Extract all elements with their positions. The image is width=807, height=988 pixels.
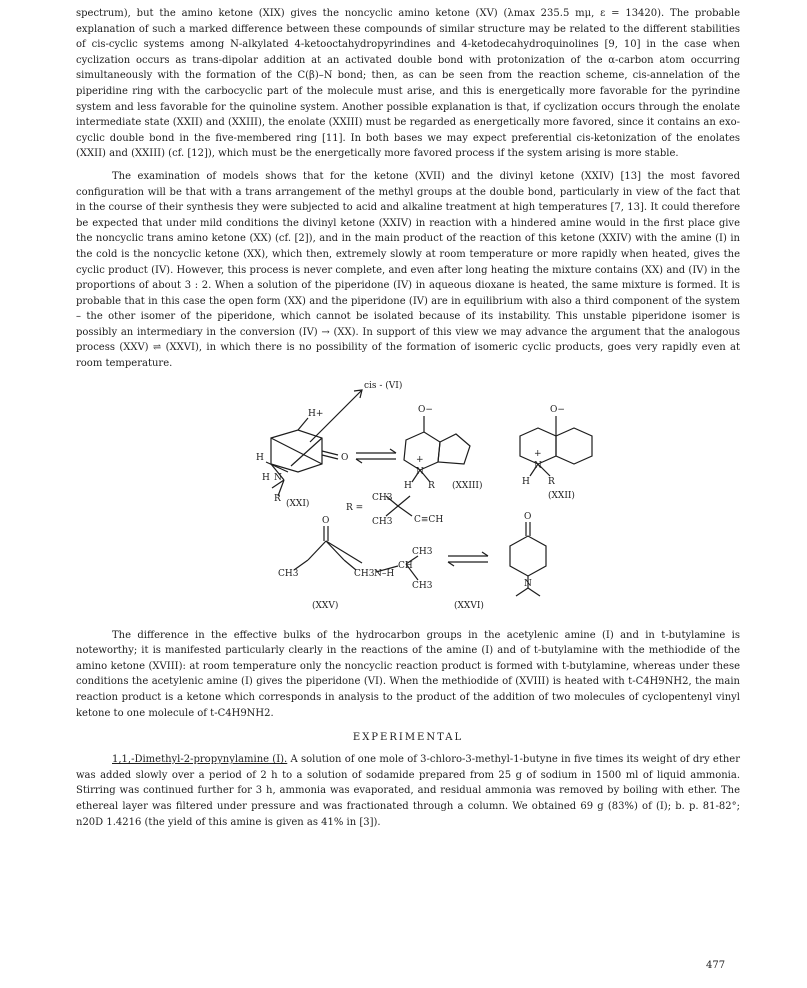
label-xxvi: (XXVI)	[454, 600, 484, 611]
experimental-heading: EXPERIMENTAL	[352, 732, 464, 744]
paragraph-1: spectrum), but the amino ketone (XIX) gives the noncyclic amino ketone (XV) (λmax 235.5 mμ, ε = 13420). The probable explanation of such a marked difference between these compounds of similar structure may be related to the different stabilities of cis-cyclic systems among N-alkylated 4-ketooctahydropyrindines and 4-ketodecahydroquinolines [9, 10] in the case when cyclization occurs as trans-dipolar addition at an activated double bond with protonization of the α-carbon atom occurring simultaneously with the formation of the C(β)–N bond; then, as can be seen from the reaction scheme, cis-annelation of the piperidine ring with the carbocyclic part of the molecule must arise, and this is energetically more favorable for the pyrindine system and less favorable for the quinoline system. Another possible explanation is that, if cyclization occurs through the enolate intermediate state (XXII) and (XXIII), the enolate (XXIII) must be regarded as energetically more favored, since it contains an exo-cyclic double bond in the five-membered ring [11]. In both bases we may expect preferential cis-ketonization of the enolates (XXII) and (XXIII) (cf. [12]), which must be the energetically more favored process if the system arising is more stable.	[76, 8, 740, 160]
label-xxi: (XXI)	[286, 498, 310, 509]
xxv-nh: N–H	[374, 568, 395, 579]
ketone-oxygen-3: O	[524, 511, 532, 522]
atom-r-3: R	[548, 476, 555, 487]
xxv-ch3-top: CH3	[412, 546, 433, 557]
enolate-oxygen-1: O−	[418, 404, 433, 415]
r-ch3-1: CH3	[372, 492, 393, 503]
enolate-oxygen-2: O−	[550, 404, 565, 415]
reaction-scheme	[76, 376, 740, 622]
atom-h-1: H	[256, 452, 264, 463]
label-xxv: (XXV)	[312, 600, 339, 611]
atom-plus-1: +	[416, 454, 424, 465]
label-xxii: (XXII)	[548, 490, 575, 501]
r-definition: R =	[346, 502, 364, 513]
h-plus-label: H+	[308, 408, 324, 419]
xxv-ch3-right: CH3	[354, 568, 375, 579]
r-ethynyl: C≡CH	[414, 514, 444, 525]
atom-h-4: H	[522, 476, 530, 487]
xxv-ch3-bottom: CH3	[412, 580, 433, 591]
page-body	[76, 6, 740, 830]
xxv-ch3-left: CH3	[278, 568, 299, 579]
r-ch3-2: CH3	[372, 516, 393, 527]
atom-h-3: H	[404, 480, 412, 491]
cis-vi-label: cis - (VI)	[364, 380, 403, 391]
paragraph-3: The difference in the effective bulks of the hydrocarbon groups in the acetylenic amine (I) and in t-butylamine is noteworthy; it is manifested particularly clearly in the reactions of the amine (I) and of t-butylamine with the methiodide of the amino ketone (XVIII): at room temperature only the noncyclic reaction product is formed with t-butylamine, whereas under these conditions the acetylenic amine (I) gives the piperidone (VI). When the methiodide of (XVIII) is heated with t-C4H9NH2, the main reaction product is a ketone which corresponds in analysis to the product of the addition of two molecules of cyclopentenyl vinyl ketone to one molecule of t-C4H9NH2.	[76, 629, 740, 719]
ketone-oxygen-2: O	[322, 515, 330, 526]
paragraph-4	[76, 752, 740, 830]
paragraph-2: The examination of models shows that for the ketone (XVII) and the divinyl ketone (XXIV) [13] the most favored configuration will be that with a trans arrangement of the methyl groups at the double bond, particularly in view of the fact that in the course of their synthesis they were subjected to acid and alkaline treatment at high temperatures [7, 13]. It could therefore be expected that under mild conditions the divinyl ketone (XXIV) in reaction with a hindered amine would in the first place give the noncyclic trans amino ketone (XX) (cf. [2]), and in the main product of the reaction of this ketone (XXIV) with the amine (I) in the cold is the noncyclic ketone (XX), which then, extremely slowly at room temperature or more rapidly when heated, gives the cyclic product (IV). However, this process is never complete, and even after long heating the mixture contains (XX) and (IV) in the proportions of about 3 : 2. When a solution of the piperidone (IV) in aqueous dioxane is heated, the same mixture is formed. It is probable that in this case the open form (XX) and the piperidone (IV) are in equilibrium with also a third component of the system – the other isomer of the piperidone, which cannot be isolated because of its instability. This unstable piperidone isomer is possibly an intermediary in the conversion (IV) → (XX). In support of this view we may advance the argument that the analogous process (XXV) ⇌ (XXVI), in which there is no possibility of the formation of isomeric cyclic products, goes very rapidly even at room temperature.	[76, 170, 740, 370]
ketone-oxygen: O	[341, 452, 349, 463]
atom-n-4: N	[524, 578, 532, 589]
xxv-ch: CH	[398, 560, 413, 571]
atom-n-2: N	[416, 466, 424, 477]
atom-r-2: R	[428, 480, 435, 491]
page-number: 477	[706, 960, 726, 971]
atom-plus-2: +	[534, 448, 542, 459]
paragraph-4-body: A solution of one mole of 3-chloro-3-methyl-1-butyne in five times its weight of dry ether was added slowly over a period of 2 h to a solution of sodamide prepared from 25 g of sodium in 1500 ml of liquid ammonia. Stirring was continued further for 3 h, ammonia was evaporated, and residual ammonia was removed by boiling with ether. The ethereal layer was filtered under pressure and was fractionated through a column. We obtained 69 g (83%) of (I); b. p. 81-82°; n20D 1.4216 (the yield of this amine is given as 41% in [3]).	[76, 754, 741, 828]
compound-heading: 1,1,-Dimethyl-2-propynylamine (I).	[112, 754, 288, 766]
atom-h-2: H	[262, 472, 270, 483]
reaction-scheme-drawing	[76, 376, 740, 622]
label-xxiii: (XXIII)	[452, 480, 483, 491]
atom-n-1: N	[274, 472, 282, 483]
atom-n-3: N	[534, 460, 542, 471]
atom-r-1: R	[274, 493, 281, 504]
